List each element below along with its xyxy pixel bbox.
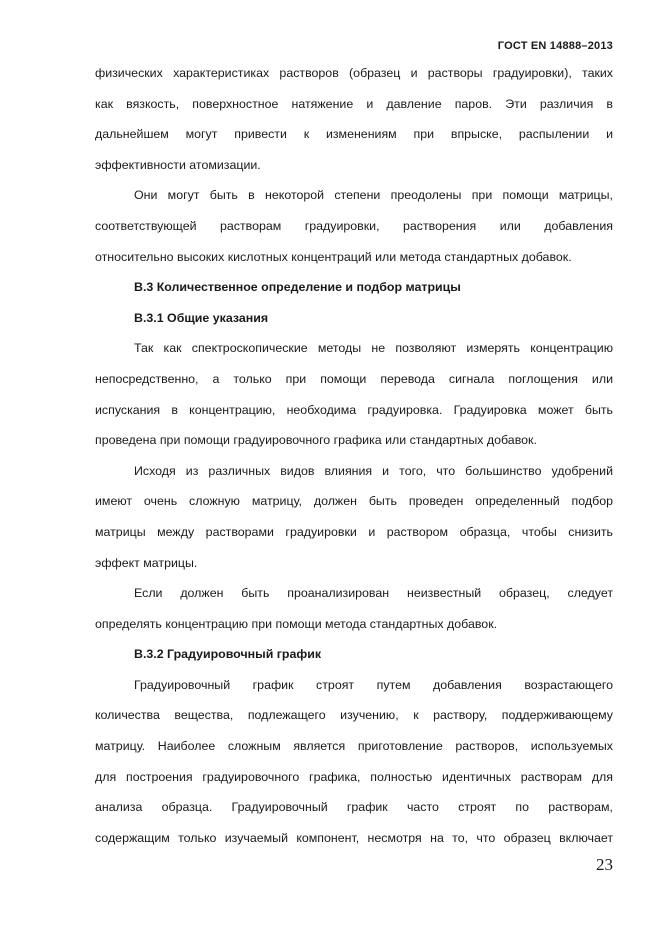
text-line: матрицу. Наиболее сложным является приготовление растворов, используемых [95,739,613,754]
standard-code: ГОСТ EN 14888–2013 [497,40,613,52]
text-line: анализа образца. Градуировочный график часто строят по растворам, [95,800,613,815]
text-line: Исходя из различных видов влияния и того, что большинство удобрений [134,463,613,478]
page-number: 23 [596,855,613,874]
text-line: содержащим только изучаемый компонент, несмотря на то, что образец включает [95,830,613,845]
text-line: определять концентрацию при помощи метода стандартных добавок. [95,616,498,631]
text-line: непосредственно, а только при помощи перевода сигнала поглощения или [95,371,613,386]
text-line: дальнейшем могут привести к изменениям при впрыске, распылении и [95,127,613,142]
text-line: имеют очень сложную матрицу, должен быть проведен определенный подбор [95,494,613,509]
text-line: испускания в концентрацию, необходима градуировка. Градуировка может быть [95,402,613,417]
text-line: Если должен быть проанализирован неизвестный образец, следует [134,586,613,601]
text-line: для построения градуировочного графика, полностью идентичных растворам для [95,769,613,784]
text-line: матрицы между растворами градуировки и раствором образца, чтобы снизить [95,524,613,539]
text-line: Градуировочный график строят путем добавления возрастающего [134,677,613,692]
text-line: эффект матрицы. [95,555,198,570]
text-line: количества вещества, подлежащего изучению, к раствору, поддерживающему [95,708,613,723]
text-line: Так как спектроскопические методы не позволяют измерять концентрацию [134,341,613,356]
text-line: Они могут быть в некоторой степени преодолены при помощи матрицы, [134,188,613,203]
subsection-heading: В.3.2 Градуировочный график [134,647,322,662]
body-text [95,58,613,853]
text-line: относительно высоких кислотных концентраций или метода стандартных добавок. [95,249,572,264]
subsection-heading: В.3.1 Общие указания [134,310,269,325]
section-heading: В.3 Количественное определение и подбор матрицы [134,280,461,295]
text-line: проведена при помощи градуировочного графика или стандартных добавок. [95,433,537,448]
text-line: как вязкость, поверхностное натяжение и давление паров. Эти различия в [95,96,613,111]
text-line: эффективности атомизации. [95,157,261,172]
text-line: физических характеристиках растворов (образец и растворы градуировки), таких [95,66,613,80]
text-line: соответствующей растворам градуировки, растворения или добавления [95,218,613,233]
